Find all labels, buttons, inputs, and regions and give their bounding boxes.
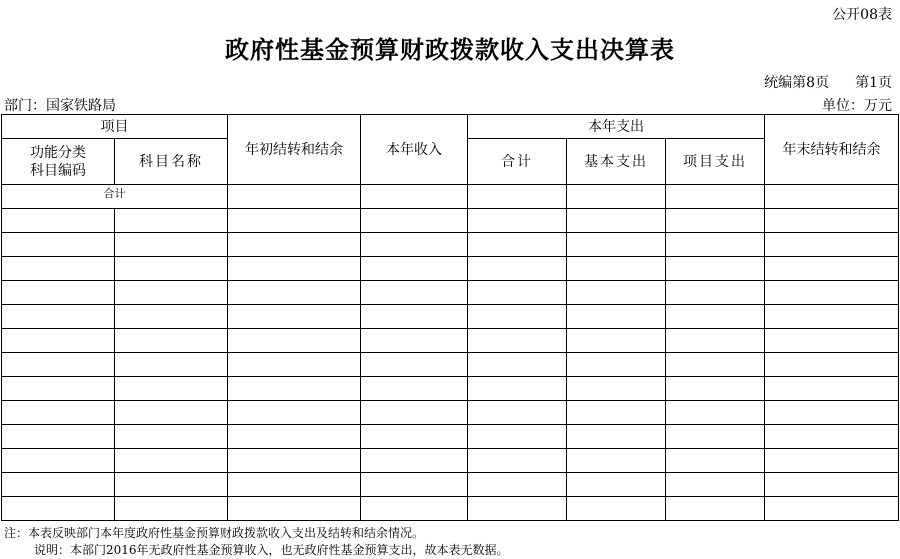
table-cell	[115, 377, 228, 401]
table-cell	[666, 185, 765, 209]
table-cell	[115, 425, 228, 449]
table-cell	[765, 449, 899, 473]
table-cell	[115, 305, 228, 329]
table-cell	[468, 401, 567, 425]
table-cell	[361, 281, 468, 305]
table-cell	[567, 401, 666, 425]
table-cell	[361, 401, 468, 425]
table-cell	[2, 353, 115, 377]
table-body	[2, 209, 899, 521]
table-cell	[666, 329, 765, 353]
table-cell	[2, 497, 115, 521]
table-cell	[666, 353, 765, 377]
table-cell	[228, 377, 361, 401]
header-item-group: 项目	[2, 115, 228, 139]
header-basic-expense: 基本支出	[567, 139, 666, 185]
page-title: 政府性基金预算财政拨款收入支出决算表	[225, 36, 675, 64]
table-cell	[567, 257, 666, 281]
table-cell	[361, 449, 468, 473]
table-cell	[228, 233, 361, 257]
table-cell	[666, 233, 765, 257]
table-cell	[468, 305, 567, 329]
table-cell	[361, 233, 468, 257]
table-cell	[468, 329, 567, 353]
page-number: 第1页	[855, 75, 892, 91]
table-cell	[361, 353, 468, 377]
table-cell	[361, 473, 468, 497]
table-cell	[765, 281, 899, 305]
table-cell	[115, 473, 228, 497]
table-cell	[115, 497, 228, 521]
table-cell	[361, 377, 468, 401]
table-cell	[567, 473, 666, 497]
table-row	[2, 281, 899, 305]
header-subject-name: 科目名称	[115, 139, 228, 185]
form-number: 公开08表	[832, 7, 892, 23]
table-cell	[228, 257, 361, 281]
table-cell	[666, 281, 765, 305]
header-closing-balance: 年末结转和结余	[765, 115, 899, 185]
table-cell	[765, 425, 899, 449]
table-cell	[2, 473, 115, 497]
table-cell	[765, 473, 899, 497]
table-cell	[228, 305, 361, 329]
table-cell	[468, 209, 567, 233]
table-row	[2, 353, 899, 377]
table-cell	[228, 209, 361, 233]
table-cell	[468, 281, 567, 305]
table-cell	[115, 353, 228, 377]
table-cell	[2, 305, 115, 329]
table-cell	[228, 473, 361, 497]
explanation-note: 说明：本部门2016年无政府性基金预算收入，也无政府性基金预算支出，故本表无数据。	[34, 543, 509, 557]
table-cell	[666, 377, 765, 401]
table-cell	[115, 209, 228, 233]
table-cell	[666, 473, 765, 497]
table-cell	[567, 185, 666, 209]
table-row	[2, 497, 899, 521]
table-cell	[115, 281, 228, 305]
table-cell	[2, 377, 115, 401]
table-cell	[228, 353, 361, 377]
header-project-expense: 项目支出	[666, 139, 765, 185]
table-cell	[567, 233, 666, 257]
table-cell	[567, 449, 666, 473]
table-cell	[115, 449, 228, 473]
header-total: 合计	[468, 139, 567, 185]
table-cell	[228, 329, 361, 353]
table-cell	[666, 425, 765, 449]
table-cell	[468, 425, 567, 449]
table-row	[2, 209, 899, 233]
table-cell	[765, 377, 899, 401]
table-cell	[361, 209, 468, 233]
budget-table	[1, 114, 899, 521]
table-cell	[468, 449, 567, 473]
table-cell	[468, 377, 567, 401]
table-cell	[567, 353, 666, 377]
table-cell	[2, 449, 115, 473]
table-cell	[361, 305, 468, 329]
table-cell	[361, 257, 468, 281]
table-cell	[567, 329, 666, 353]
table-cell	[2, 329, 115, 353]
table-cell	[567, 305, 666, 329]
table-cell	[666, 305, 765, 329]
department-label: 部门：国家铁路局	[4, 98, 116, 114]
table-cell	[666, 209, 765, 233]
total-row	[2, 185, 899, 209]
table-cell	[468, 185, 567, 209]
table-cell	[765, 329, 899, 353]
table-cell	[765, 401, 899, 425]
table-cell	[666, 497, 765, 521]
table-cell	[115, 257, 228, 281]
table-cell	[765, 305, 899, 329]
table-cell	[666, 257, 765, 281]
table-row	[2, 401, 899, 425]
table-cell	[765, 497, 899, 521]
page-info	[764, 72, 892, 92]
table-cell	[115, 329, 228, 353]
header-opening-balance: 年初结转和结余	[228, 115, 361, 185]
table-cell	[666, 401, 765, 425]
table-cell	[765, 257, 899, 281]
table-cell	[2, 257, 115, 281]
table-cell	[361, 497, 468, 521]
table-cell	[115, 233, 228, 257]
table-cell	[567, 209, 666, 233]
table-row	[2, 449, 899, 473]
table-cell	[666, 449, 765, 473]
table-cell	[2, 233, 115, 257]
table-cell	[361, 185, 468, 209]
table-cell	[468, 233, 567, 257]
table-cell	[361, 329, 468, 353]
table-row	[2, 257, 899, 281]
table-cell	[2, 425, 115, 449]
table-cell	[567, 425, 666, 449]
table-cell	[468, 497, 567, 521]
header-func-code: 功能分类 科目编码	[2, 139, 115, 185]
table-cell	[765, 353, 899, 377]
table-cell	[228, 425, 361, 449]
table-cell	[361, 425, 468, 449]
table-row	[2, 305, 899, 329]
series-page: 统编第8页	[764, 75, 830, 91]
header-current-expense-group: 本年支出	[468, 115, 765, 139]
table-row	[2, 233, 899, 257]
table-row	[2, 425, 899, 449]
table-cell	[765, 233, 899, 257]
table-cell	[2, 209, 115, 233]
table-cell	[2, 401, 115, 425]
header-current-income: 本年收入	[361, 115, 468, 185]
table-cell	[115, 401, 228, 425]
table-cell	[228, 401, 361, 425]
table-row	[2, 329, 899, 353]
header-row-1	[2, 115, 899, 139]
unit-label: 单位：万元	[822, 98, 892, 114]
table-cell	[228, 185, 361, 209]
table-cell	[2, 281, 115, 305]
table-cell	[468, 353, 567, 377]
table-cell	[468, 473, 567, 497]
table-cell	[765, 185, 899, 209]
footnote: 注：本表反映部门本年度政府性基金预算财政拨款收入支出及结转和结余情况。	[4, 526, 425, 540]
table-cell	[765, 209, 899, 233]
table-cell	[567, 377, 666, 401]
table-cell	[567, 497, 666, 521]
total-label: 合计	[2, 185, 228, 209]
table-cell	[228, 281, 361, 305]
table-row	[2, 473, 899, 497]
table-cell	[228, 497, 361, 521]
table-cell	[468, 257, 567, 281]
table-cell	[228, 449, 361, 473]
table-cell	[567, 281, 666, 305]
table-row	[2, 377, 899, 401]
